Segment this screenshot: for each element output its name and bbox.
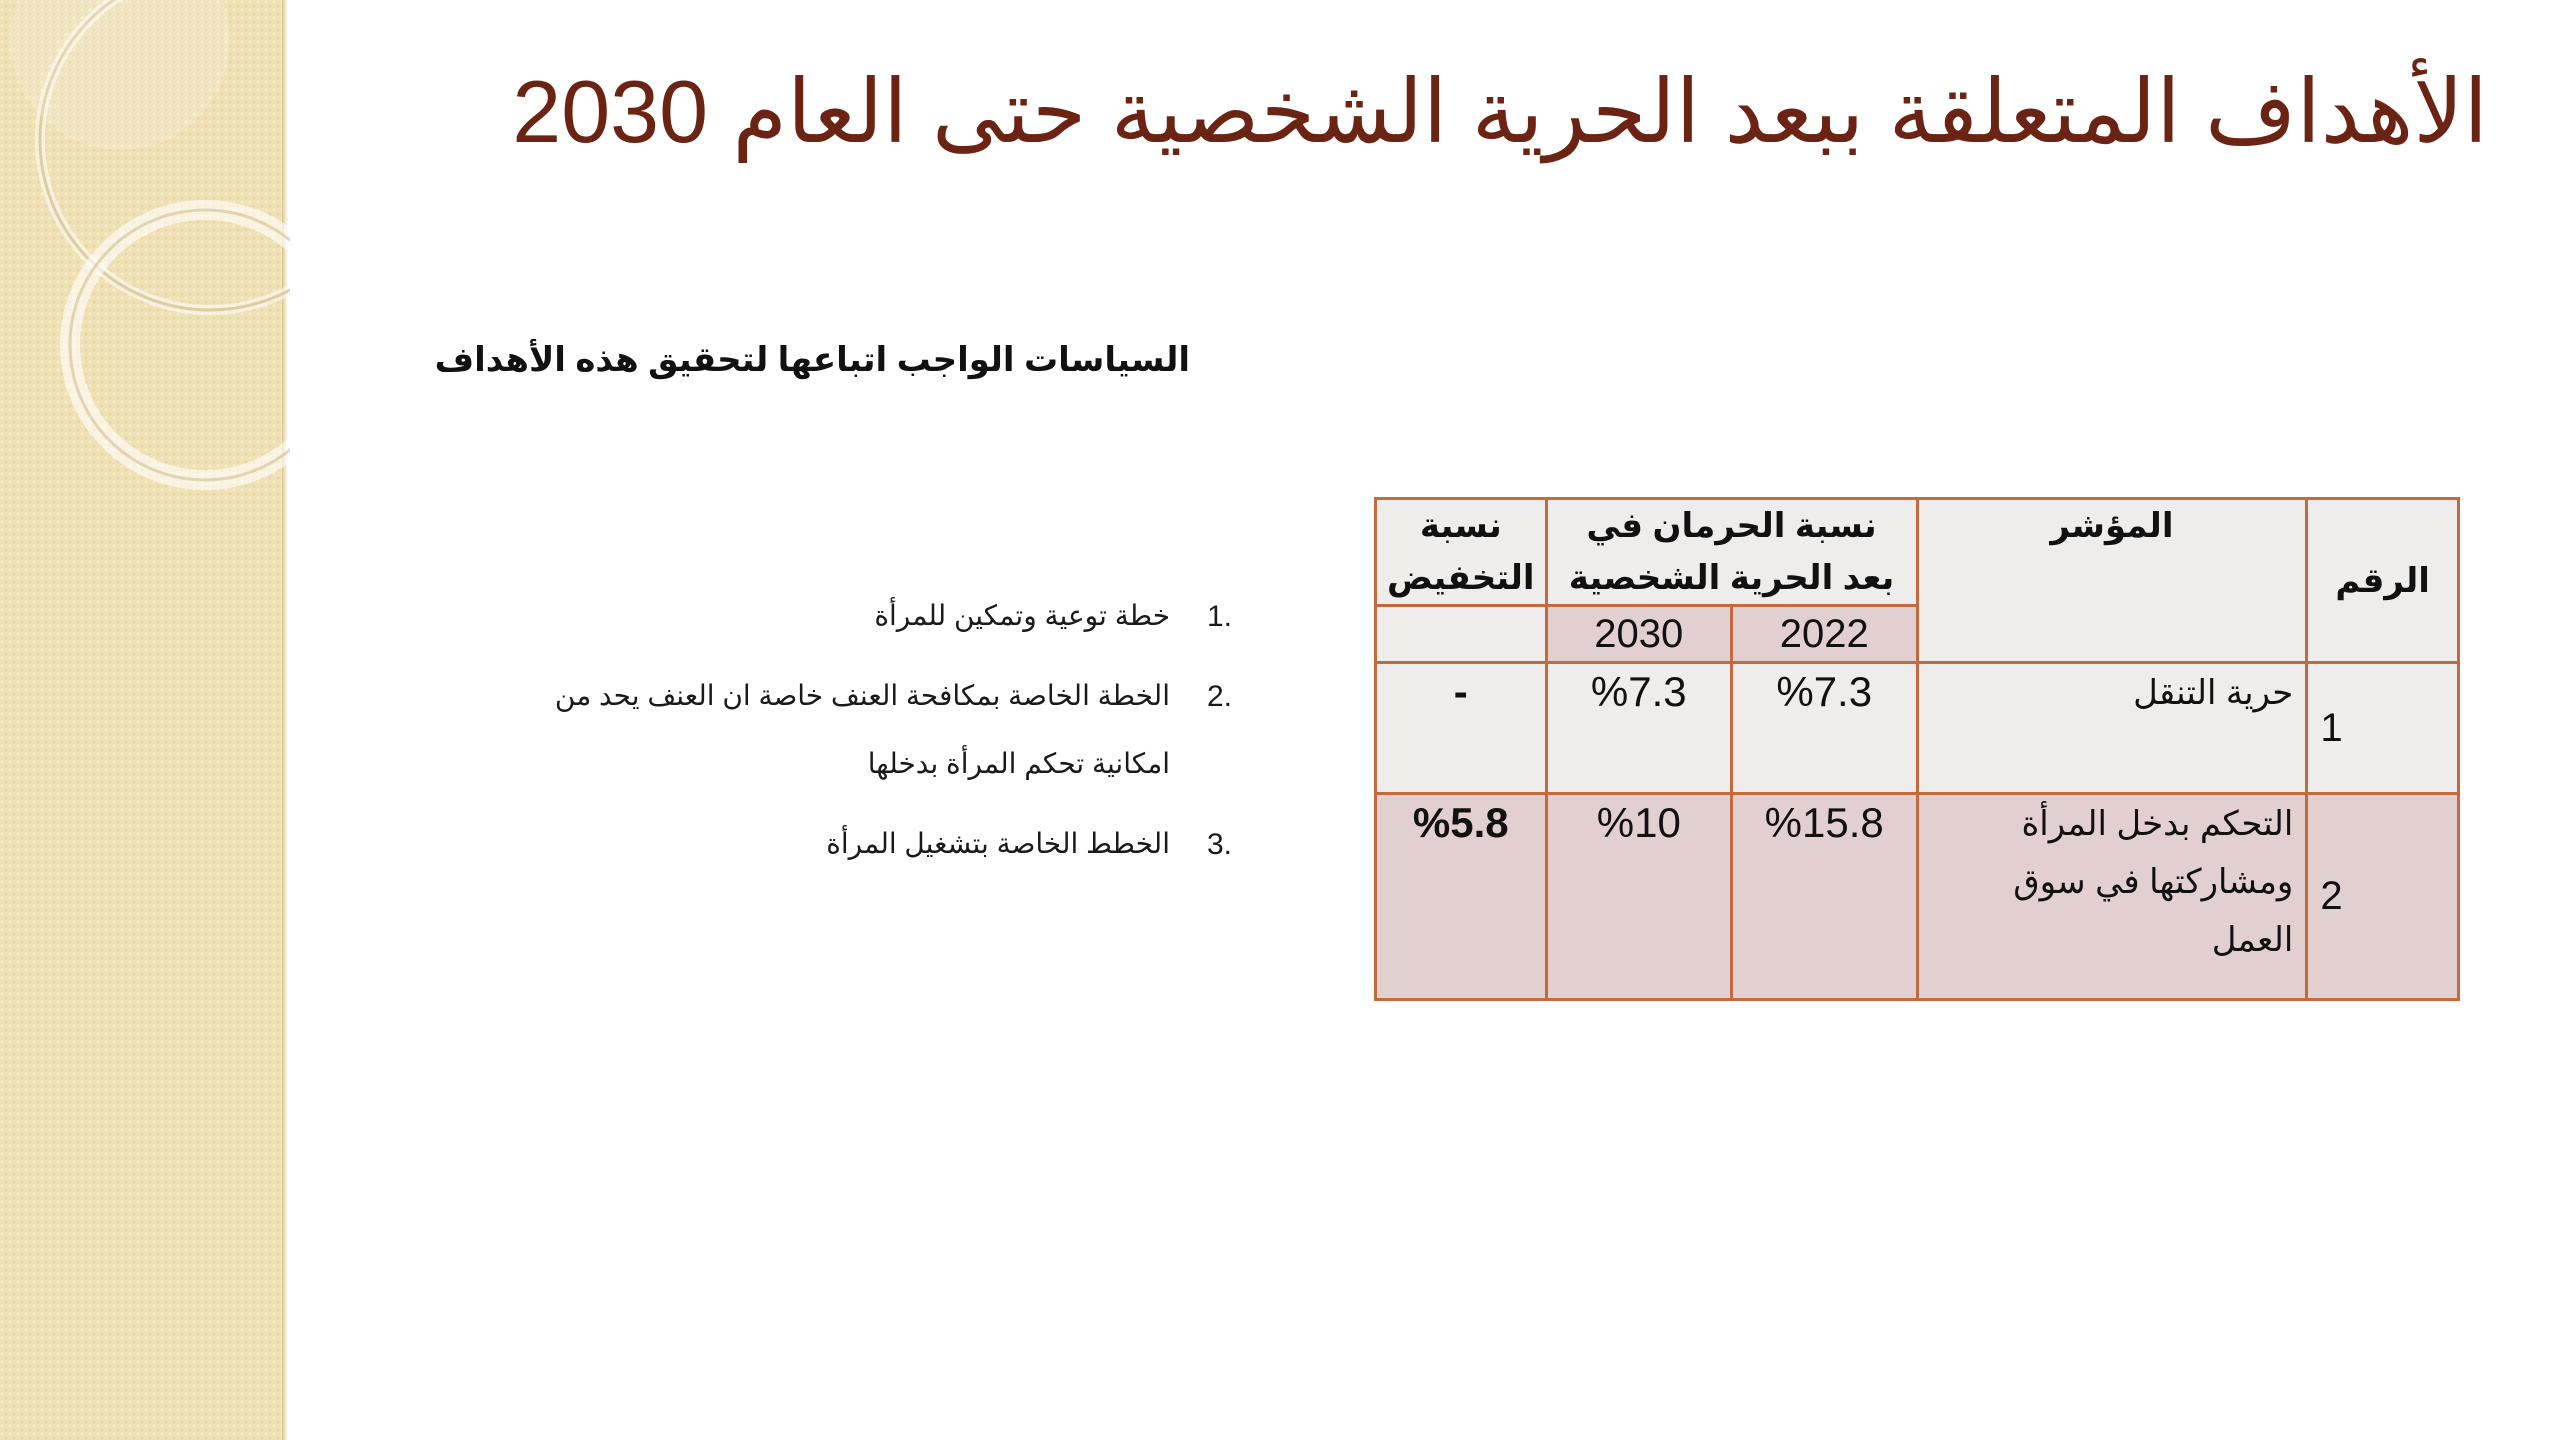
row-indicator: حرية التنقل bbox=[1917, 663, 2307, 794]
row-num: 2 bbox=[2307, 794, 2459, 1000]
list-item-text: الخطة الخاصة بمكافحة العنف خاصة ان العنف يحد من امكانية تحكم المرأة بدخلها bbox=[554, 680, 1170, 779]
row-value-2030: %7.3 bbox=[1546, 663, 1731, 794]
list-item-number: 2. bbox=[1206, 680, 1232, 713]
row-value-2030: %10 bbox=[1546, 794, 1731, 1000]
list-item bbox=[510, 828, 1240, 878]
row-indicator: التحكم بدخل المرأة ومشاركتها في سوق العمل bbox=[1917, 794, 2307, 1000]
table-row bbox=[1376, 663, 2459, 794]
row-value-2022: %7.3 bbox=[1731, 663, 1917, 794]
list-item-text: الخطط الخاصة بتشغيل المرأة bbox=[826, 828, 1170, 859]
header-reduction: نسبة التخفيض bbox=[1376, 499, 1547, 606]
list-item-number: 1. bbox=[1206, 600, 1232, 633]
table-row bbox=[1376, 794, 2459, 1000]
slide-title: الأهداف المتعلقة ببعد الحرية الشخصية حتى العام 2030 bbox=[512, 62, 2488, 161]
row-value-2022: %15.8 bbox=[1731, 794, 1917, 1000]
row-reduction: %5.8 bbox=[1376, 794, 1547, 1000]
indicators-table bbox=[1374, 497, 2460, 1001]
decorative-rings bbox=[0, 0, 290, 520]
header-reduction-spacer bbox=[1376, 606, 1547, 663]
list-item bbox=[510, 680, 1240, 798]
list-item bbox=[510, 600, 1240, 650]
policies-heading: السياسات الواجب اتباعها لتحقيق هذه الأهداف bbox=[434, 341, 1190, 379]
header-year-2030: 2030 bbox=[1546, 606, 1731, 663]
row-reduction: - bbox=[1376, 663, 1547, 794]
table-header-row bbox=[1376, 499, 2459, 606]
row-num: 1 bbox=[2307, 663, 2459, 794]
list-item-text: خطة توعية وتمكين للمرأة bbox=[874, 600, 1170, 631]
header-deprivation: نسبة الحرمان في بعد الحرية الشخصية bbox=[1546, 499, 1917, 606]
policies-list bbox=[510, 600, 1240, 908]
list-item-number: 3. bbox=[1206, 828, 1232, 861]
header-num: الرقم bbox=[2307, 499, 2459, 663]
header-year-2022: 2022 bbox=[1731, 606, 1917, 663]
header-indicator: المؤشر bbox=[1917, 499, 2307, 663]
